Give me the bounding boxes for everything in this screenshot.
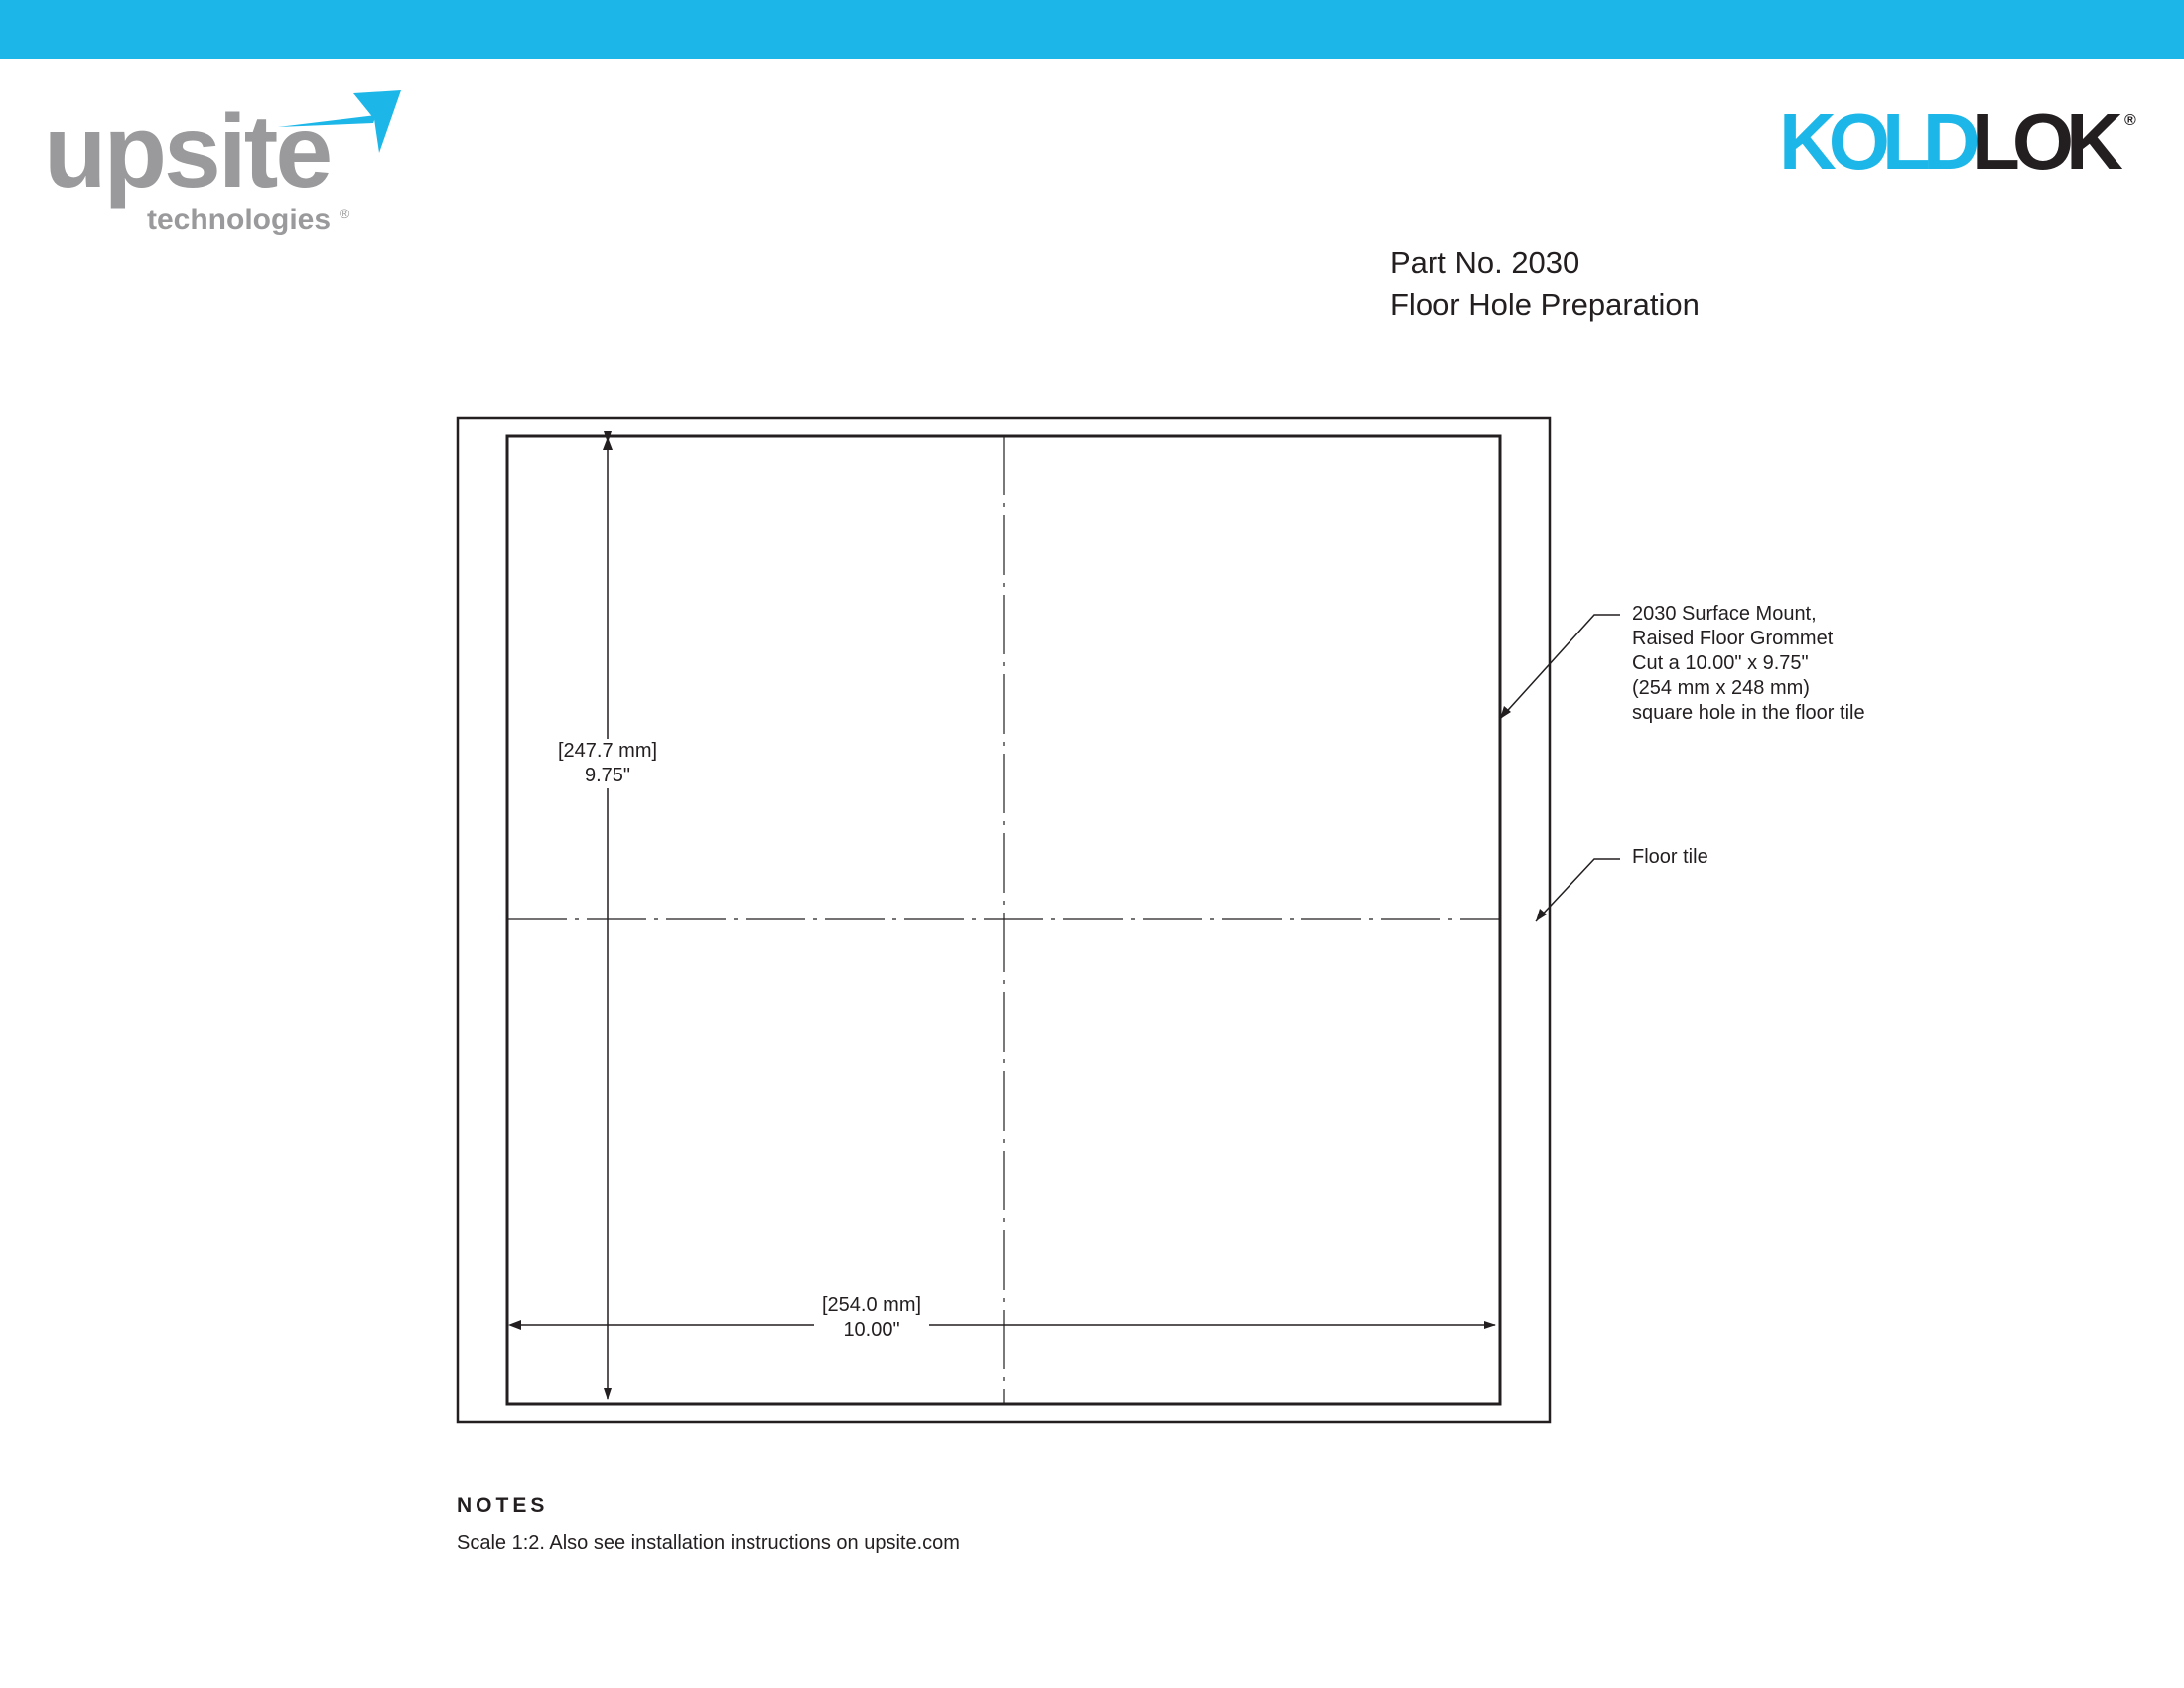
notes-heading: NOTES: [457, 1494, 549, 1517]
koldlok-part1: KOLD: [1779, 99, 1973, 186]
grommet-leader-line: [1500, 615, 1620, 719]
floor-tile-callout: Floor tile: [1632, 846, 1708, 868]
vertical-dimension-arrow-top: [603, 437, 613, 450]
upsite-subtitle: technologies: [147, 204, 332, 236]
horizontal-dimension-label: [814, 1293, 929, 1342]
koldlok-part2: LOK: [1972, 99, 2116, 186]
upsite-wordmark: upsite: [44, 94, 331, 210]
grommet-callout-line: square hole in the floor tile: [1632, 702, 1865, 724]
part-name: Floor Hole Preparation: [1390, 287, 1700, 322]
horizontal-dimension-metric: [254.0 mm]: [822, 1294, 922, 1316]
notes-text: Scale 1:2. Also see installation instructions on upsite.com: [457, 1532, 960, 1554]
part-number: Part No. 2030: [1390, 245, 1580, 280]
vertical-dimension-label: [550, 739, 665, 788]
vertical-dimension-imperial: 9.75": [585, 765, 631, 786]
horizontal-dimension-arrow-left: [508, 1320, 521, 1330]
grommet-callout-line: 2030 Surface Mount,: [1632, 603, 1817, 625]
vertical-dimension-metric: [247.7 mm]: [558, 740, 658, 762]
grommet-callout-line: Cut a 10.00" x 9.75": [1632, 652, 1809, 674]
grommet-callout-line: (254 mm x 248 mm): [1632, 677, 1810, 699]
horizontal-dimension-imperial: 10.00": [843, 1319, 900, 1340]
upsite-registered-mark: ®: [340, 206, 350, 221]
koldlok-registered-mark: ®: [2124, 112, 2136, 129]
grommet-callout: [1632, 602, 1865, 726]
grommet-callout-line: Raised Floor Grommet: [1632, 628, 1834, 649]
